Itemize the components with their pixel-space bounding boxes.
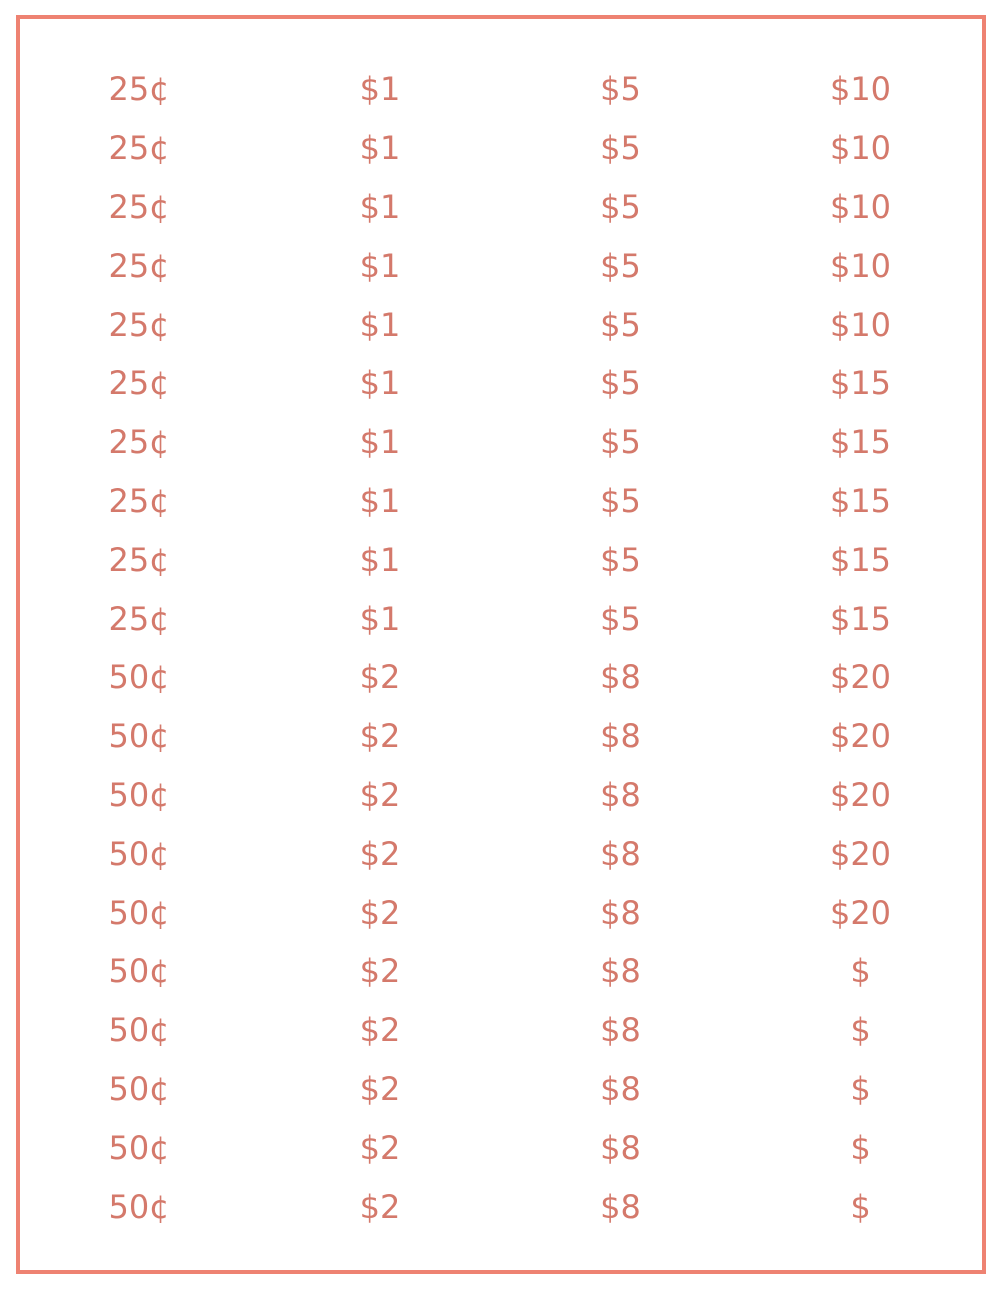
amount-cell: 25¢ — [108, 540, 170, 579]
amount-cell: $20 — [829, 717, 892, 756]
amount-cell: $ — [850, 1069, 871, 1108]
amount-cell: 25¢ — [108, 599, 170, 638]
amount-cell: 50¢ — [108, 658, 170, 697]
amount-row — [20, 472, 982, 531]
amount-cell: $1 — [359, 423, 401, 462]
amount-row — [20, 707, 982, 766]
amount-cell: $8 — [600, 952, 641, 991]
amount-cell: $ — [850, 952, 871, 991]
amount-row — [20, 766, 982, 825]
amount-cell: $20 — [829, 834, 892, 873]
amount-cell: $2 — [359, 1128, 401, 1167]
amount-cell: $10 — [829, 305, 892, 344]
amount-cell: $10 — [829, 246, 892, 285]
amount-cell: $ — [850, 1187, 871, 1226]
amount-cell: $1 — [359, 305, 401, 344]
amount-cell: $15 — [829, 481, 892, 520]
amount-cell: $8 — [600, 1187, 641, 1226]
amount-row — [20, 648, 982, 707]
amount-cell: $5 — [600, 540, 641, 579]
amount-cell: $2 — [359, 658, 401, 697]
amount-cell: $8 — [600, 658, 641, 697]
amount-cell: $1 — [359, 129, 401, 168]
amount-cell: $5 — [600, 246, 641, 285]
amount-cell: $1 — [359, 481, 401, 520]
amount-cell: $5 — [600, 423, 641, 462]
amount-cell: $1 — [359, 364, 401, 403]
amount-row — [20, 236, 982, 295]
amount-cell: 50¢ — [108, 1128, 170, 1167]
amount-cell: $10 — [829, 70, 892, 109]
amount-cell: 50¢ — [108, 717, 170, 756]
amount-cell: $8 — [600, 775, 641, 814]
amount-cell: $10 — [829, 129, 892, 168]
amount-cell: $1 — [359, 70, 401, 109]
amount-cell: $8 — [600, 834, 641, 873]
amount-row — [20, 530, 982, 589]
amount-row — [20, 354, 982, 413]
amount-row — [20, 178, 982, 237]
amount-cell: 25¢ — [108, 481, 170, 520]
amount-row — [20, 295, 982, 354]
amount-cell: $8 — [600, 1128, 641, 1167]
amount-cell: $8 — [600, 1011, 641, 1050]
amount-grid — [20, 60, 982, 1236]
amount-cell: $5 — [600, 129, 641, 168]
amount-row — [20, 60, 982, 119]
amount-cell: 25¢ — [108, 364, 170, 403]
amount-cell: $ — [850, 1128, 871, 1167]
amount-row — [20, 1001, 982, 1060]
amount-cell: $20 — [829, 893, 892, 932]
amount-row — [20, 1177, 982, 1236]
amount-cell: $1 — [359, 187, 401, 226]
amount-cell: $15 — [829, 540, 892, 579]
amount-cell: $2 — [359, 1011, 401, 1050]
amount-cell: $15 — [829, 599, 892, 638]
amount-cell: $2 — [359, 834, 401, 873]
amount-cell: $20 — [829, 658, 892, 697]
amount-cell: 25¢ — [108, 246, 170, 285]
amount-cell: $2 — [359, 1187, 401, 1226]
amount-cell: $15 — [829, 364, 892, 403]
amount-row — [20, 942, 982, 1001]
amount-cell: $5 — [600, 364, 641, 403]
amount-cell: $5 — [600, 481, 641, 520]
amount-cell: $2 — [359, 1069, 401, 1108]
amount-row — [20, 883, 982, 942]
amount-cell: $20 — [829, 775, 892, 814]
amount-cell: $15 — [829, 423, 892, 462]
amount-cell: $5 — [600, 599, 641, 638]
amount-cell: 25¢ — [108, 70, 170, 109]
amount-cell: 50¢ — [108, 893, 170, 932]
amount-cell: 25¢ — [108, 305, 170, 344]
amount-cell: 50¢ — [108, 1187, 170, 1226]
amount-cell: 50¢ — [108, 1069, 170, 1108]
amount-cell: 50¢ — [108, 952, 170, 991]
amount-row — [20, 119, 982, 178]
amount-cell: $8 — [600, 717, 641, 756]
amount-cell: $2 — [359, 893, 401, 932]
amount-cell: $10 — [829, 187, 892, 226]
amount-cell: $1 — [359, 540, 401, 579]
amount-cell: $2 — [359, 775, 401, 814]
amount-cell: $ — [850, 1011, 871, 1050]
amount-cell: $5 — [600, 187, 641, 226]
amount-cell: $1 — [359, 246, 401, 285]
amount-cell: $5 — [600, 305, 641, 344]
amount-cell: $1 — [359, 599, 401, 638]
amount-row — [20, 413, 982, 472]
amount-cell: 25¢ — [108, 187, 170, 226]
amount-row — [20, 824, 982, 883]
amount-row — [20, 1118, 982, 1177]
amount-row — [20, 1060, 982, 1119]
amount-cell: $2 — [359, 717, 401, 756]
amount-cell: $2 — [359, 952, 401, 991]
amount-cell: $5 — [600, 70, 641, 109]
amount-cell: 50¢ — [108, 834, 170, 873]
amount-cell: 25¢ — [108, 129, 170, 168]
amount-row — [20, 589, 982, 648]
amount-cell: 25¢ — [108, 423, 170, 462]
amount-cell: $8 — [600, 1069, 641, 1108]
amount-cell: $8 — [600, 893, 641, 932]
amount-cell: 50¢ — [108, 775, 170, 814]
amount-cell: 50¢ — [108, 1011, 170, 1050]
